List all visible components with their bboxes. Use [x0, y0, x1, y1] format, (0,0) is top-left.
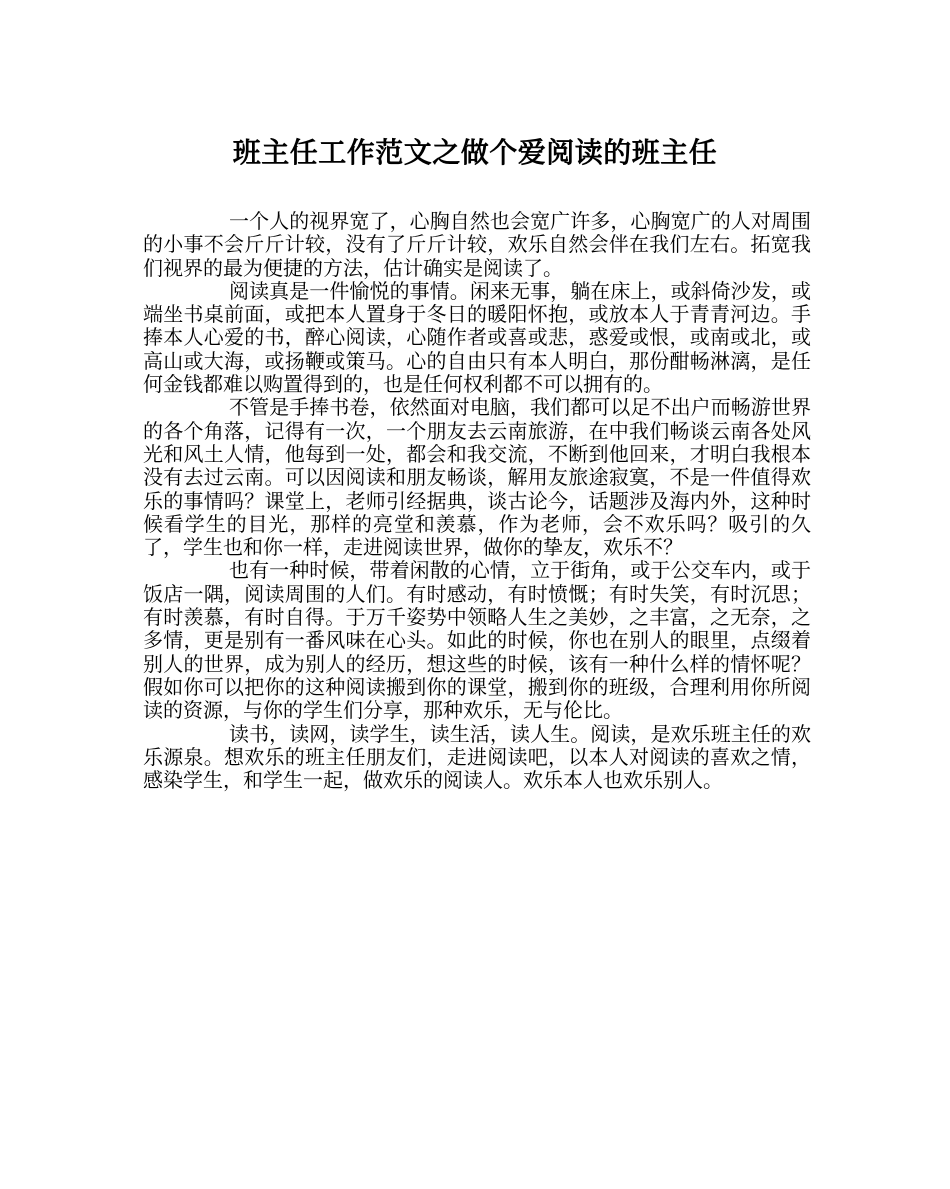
document-body — [143, 210, 811, 792]
paragraph-4: 也有一种时候，带着闲散的心情，立于街角，或于公交车内，或于饭店一隅，阅读周围的人们。有时感动，有时愤慨；有时失笑，有时沉思；有时羡慕，有时自得。于万千姿势中领略人生之美妙，之丰富，之无奈，之多情，更是别有一番风味在心头。如此的时候，你也在别人的眼里，点缀着别人的世界，成为别人的经历，想这些的时候，该有一种什么样的情怀呢？假如你可以把你的这种阅读搬到你的课堂，搬到你的班级，合理利用你所阅读的资源，与你的学生们分享，那种欢乐，无与伦比。 — [143, 558, 811, 723]
document-title: 班主任工作范文之做个爱阅读的班主任 — [232, 136, 718, 169]
paragraph-5: 读书，读网，读学生，读生活，读人生。阅读，是欢乐班主任的欢乐源泉。想欢乐的班主任朋友们，走进阅读吧，以本人对阅读的喜欢之情，感染学生，和学生一起，做欢乐的阅读人。欢乐本人也欢乐别人。 — [143, 721, 811, 793]
paragraph-3: 不管是手捧书卷，依然面对电脑，我们都可以足不出户而畅游世界的各个角落，记得有一次，一个朋友去云南旅游，在中我们畅谈云南各处风光和风土人情，他每到一处，都会和我交流，不断到他回来，才明白我根本没有去过云南。可以因阅读和朋友畅谈，解用友旅途寂寞，不是一件值得欢乐的事情吗？课堂上，老师引经据典，谈古论今，话题涉及海内外，这种时候看学生的目光，那样的亮堂和羡慕，作为老师，会不欢乐吗？吸引的久了，学生也和你一样，走进阅读世界，做你的挚友，欢乐不？ — [143, 395, 811, 560]
paragraph-2: 阅读真是一件愉悦的事情。闲来无事，躺在床上，或斜倚沙发，或端坐书桌前面，或把本人置身于冬日的暖阳怀抱，或放本人于青青河边。手捧本人心爱的书，醉心阅读，心随作者或喜或悲，惑爱或恨，或南或北，或高山或大海，或扬鞭或策马。心的自由只有本人明白，那份酣畅淋漓，是任何金钱都难以购置得到的，也是任何权利都不可以拥有的。 — [143, 278, 811, 397]
paragraph-1: 一个人的视界宽了，心胸自然也会宽广许多，心胸宽广的人对周围的小事不会斤斤计较，没有了斤斤计较，欢乐自然会伴在我们左右。拓宽我们视界的最为便捷的方法，估计确实是阅读了。 — [143, 209, 811, 280]
